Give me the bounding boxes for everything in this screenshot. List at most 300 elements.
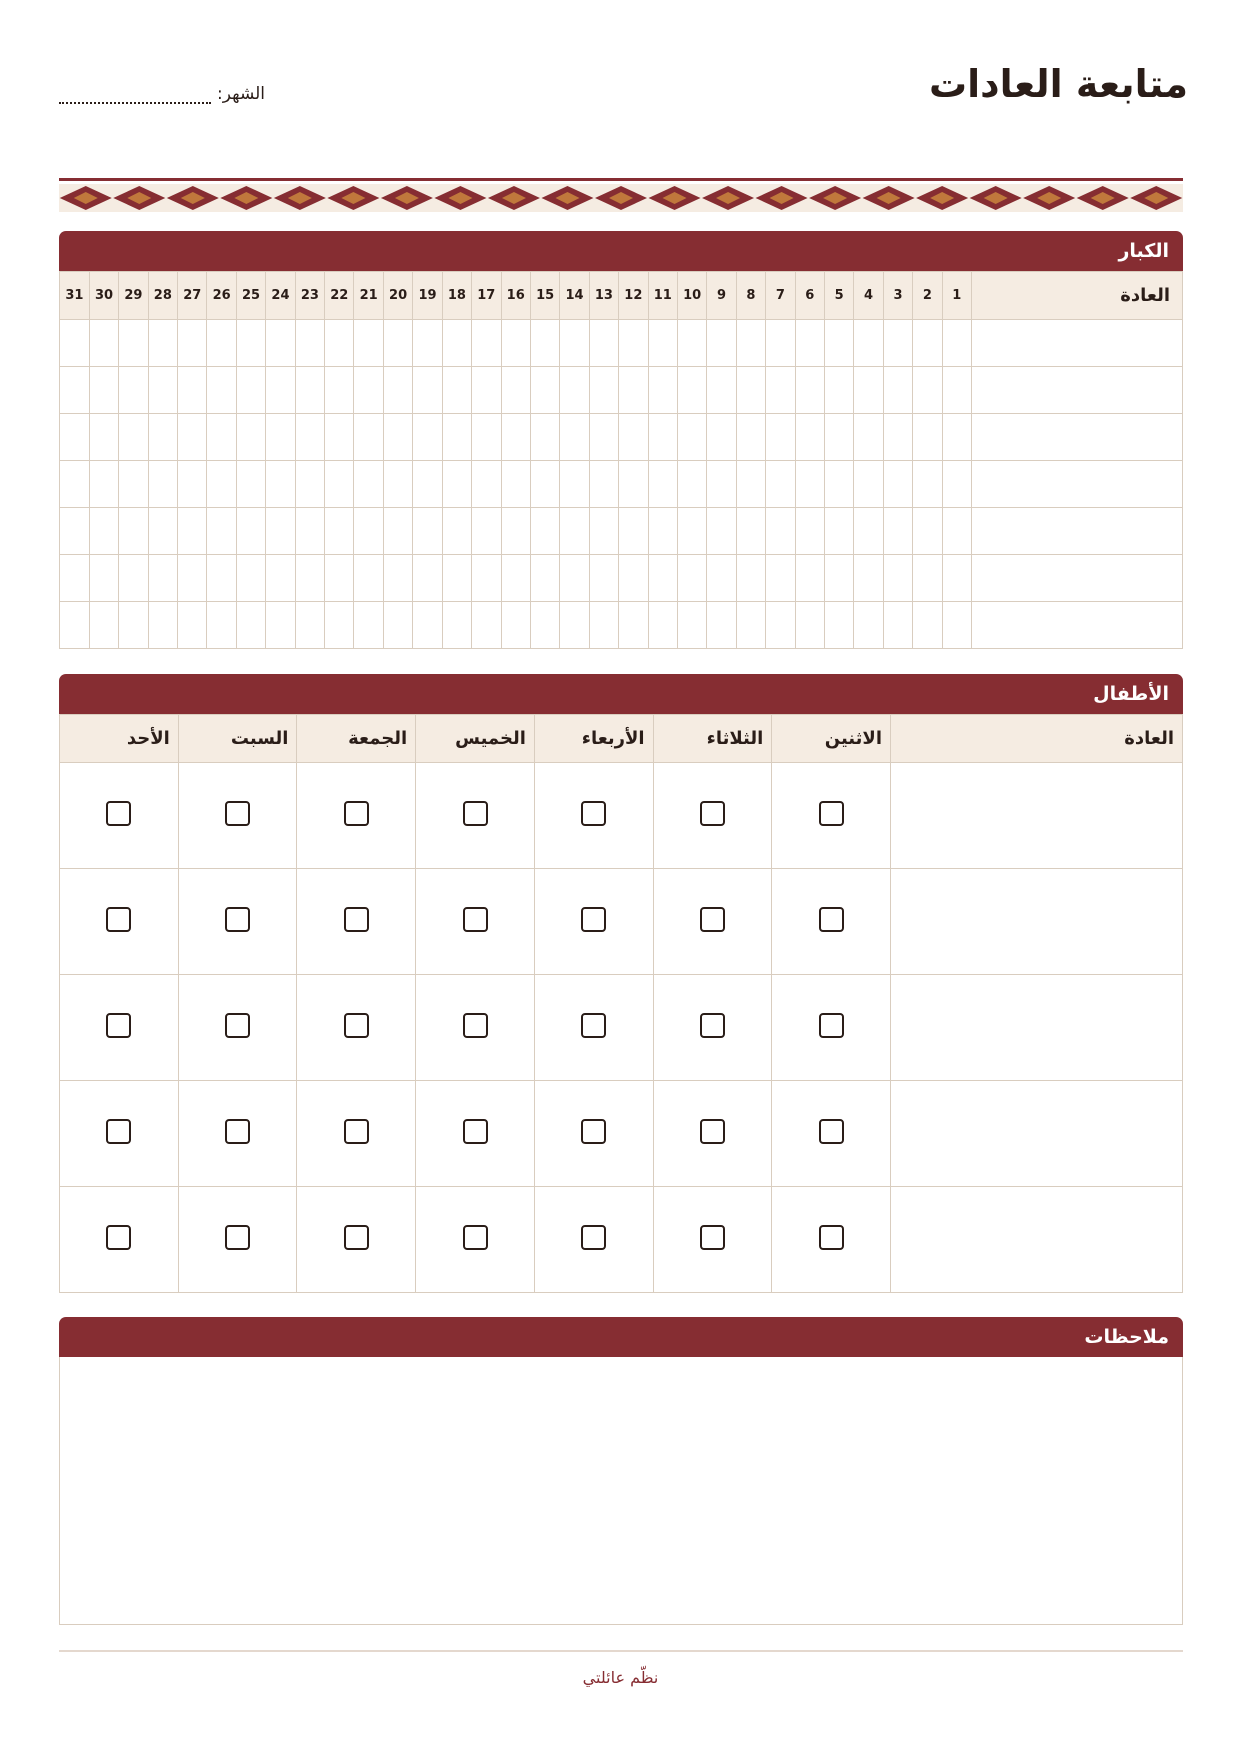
checkbox[interactable]	[700, 907, 725, 932]
day-check-cell[interactable]	[148, 555, 177, 602]
day-check-cell[interactable]	[707, 367, 736, 414]
day-check-cell[interactable]	[913, 367, 942, 414]
checkbox[interactable]	[819, 801, 844, 826]
day-check-cell[interactable]	[648, 461, 677, 508]
day-check-cell[interactable]	[501, 320, 530, 367]
day-check-cell[interactable]	[119, 414, 148, 461]
checkbox[interactable]	[106, 907, 131, 932]
checkbox[interactable]	[463, 1225, 488, 1250]
day-check-cell[interactable]	[178, 367, 207, 414]
day-check-cell[interactable]	[854, 320, 883, 367]
day-check-cell[interactable]	[89, 508, 118, 555]
day-check-cell[interactable]	[178, 320, 207, 367]
day-check-cell[interactable]	[383, 367, 412, 414]
day-check-cell[interactable]	[883, 508, 912, 555]
day-check-cell[interactable]	[766, 461, 795, 508]
day-check-cell[interactable]	[530, 555, 559, 602]
day-check-cell[interactable]	[207, 555, 236, 602]
day-check-cell[interactable]	[766, 320, 795, 367]
day-check-cell[interactable]	[472, 461, 501, 508]
day-check-cell[interactable]	[707, 320, 736, 367]
day-check-cell[interactable]	[354, 320, 383, 367]
day-check-cell[interactable]	[913, 602, 942, 649]
day-check-cell[interactable]	[354, 461, 383, 508]
day-check-cell[interactable]	[883, 320, 912, 367]
day-check-cell[interactable]	[530, 414, 559, 461]
checkbox[interactable]	[463, 1013, 488, 1038]
day-check-cell[interactable]	[530, 461, 559, 508]
day-check-cell[interactable]	[236, 555, 265, 602]
checkbox[interactable]	[463, 801, 488, 826]
day-check-cell[interactable]	[295, 508, 324, 555]
habit-name-cell[interactable]	[972, 320, 1183, 367]
day-check-cell[interactable]	[560, 461, 589, 508]
day-cell	[534, 869, 653, 975]
day-check-cell[interactable]	[883, 461, 912, 508]
habit-name-cell[interactable]	[891, 1187, 1183, 1293]
day-cell	[416, 869, 535, 975]
day-check-cell[interactable]	[236, 508, 265, 555]
day-check-cell[interactable]	[266, 414, 295, 461]
day-check-cell[interactable]	[589, 320, 618, 367]
day-check-cell[interactable]	[648, 320, 677, 367]
day-check-cell[interactable]	[148, 414, 177, 461]
day-check-cell[interactable]	[530, 320, 559, 367]
checkbox[interactable]	[225, 1013, 250, 1038]
notes-area[interactable]	[59, 1357, 1183, 1625]
checkbox[interactable]	[344, 1119, 369, 1144]
day-check-cell[interactable]	[89, 320, 118, 367]
kids-title: الأطفال	[1093, 683, 1169, 705]
day-check-cell[interactable]	[795, 555, 824, 602]
day-check-cell[interactable]	[178, 461, 207, 508]
habit-name-cell[interactable]	[972, 508, 1183, 555]
day-check-cell[interactable]	[207, 367, 236, 414]
checkbox[interactable]	[225, 801, 250, 826]
day-check-cell[interactable]	[89, 602, 118, 649]
day-check-cell[interactable]	[89, 414, 118, 461]
day-check-cell[interactable]	[942, 461, 971, 508]
day-column-header: 25	[236, 272, 265, 320]
checkbox[interactable]	[106, 1013, 131, 1038]
day-check-cell[interactable]	[648, 414, 677, 461]
day-check-cell[interactable]	[677, 461, 706, 508]
day-check-cell[interactable]	[236, 367, 265, 414]
day-check-cell[interactable]	[501, 461, 530, 508]
day-check-cell[interactable]	[677, 367, 706, 414]
month-field[interactable]	[59, 84, 265, 104]
weekday-column-header: الجمعة	[297, 715, 416, 763]
day-check-cell[interactable]	[707, 461, 736, 508]
day-check-cell[interactable]	[648, 555, 677, 602]
day-check-cell[interactable]	[589, 367, 618, 414]
day-check-cell[interactable]	[824, 320, 853, 367]
day-check-cell[interactable]	[854, 508, 883, 555]
day-check-cell[interactable]	[413, 555, 442, 602]
checkbox[interactable]	[106, 1119, 131, 1144]
day-check-cell[interactable]	[383, 461, 412, 508]
day-check-cell[interactable]	[589, 461, 618, 508]
day-check-cell[interactable]	[472, 602, 501, 649]
day-check-cell[interactable]	[560, 508, 589, 555]
day-cell	[297, 763, 416, 869]
day-check-cell[interactable]	[766, 555, 795, 602]
day-check-cell[interactable]	[266, 555, 295, 602]
day-check-cell[interactable]	[854, 367, 883, 414]
day-check-cell[interactable]	[148, 367, 177, 414]
day-check-cell[interactable]	[854, 602, 883, 649]
day-check-cell[interactable]	[501, 414, 530, 461]
day-check-cell[interactable]	[60, 602, 90, 649]
day-check-cell[interactable]	[619, 602, 648, 649]
day-check-cell[interactable]	[883, 602, 912, 649]
day-check-cell[interactable]	[236, 602, 265, 649]
day-check-cell[interactable]	[236, 320, 265, 367]
adults-title: الكبار	[1118, 240, 1169, 262]
checkbox[interactable]	[225, 907, 250, 932]
day-check-cell[interactable]	[383, 602, 412, 649]
day-check-cell[interactable]	[766, 602, 795, 649]
month-input-line[interactable]	[59, 88, 211, 104]
day-cell	[178, 763, 297, 869]
day-check-cell[interactable]	[501, 508, 530, 555]
day-check-cell[interactable]	[736, 461, 765, 508]
day-check-cell[interactable]	[266, 602, 295, 649]
checkbox[interactable]	[463, 907, 488, 932]
day-check-cell[interactable]	[883, 367, 912, 414]
day-check-cell[interactable]	[354, 367, 383, 414]
day-check-cell[interactable]	[295, 555, 324, 602]
day-check-cell[interactable]	[148, 461, 177, 508]
checkbox[interactable]	[225, 1225, 250, 1250]
day-cell	[653, 1081, 772, 1187]
checkbox[interactable]	[819, 1013, 844, 1038]
day-check-cell[interactable]	[472, 508, 501, 555]
day-check-cell[interactable]	[442, 461, 471, 508]
day-check-cell[interactable]	[501, 602, 530, 649]
day-check-cell[interactable]	[619, 367, 648, 414]
habit-name-cell[interactable]	[891, 763, 1183, 869]
day-check-cell[interactable]	[295, 602, 324, 649]
day-check-cell[interactable]	[383, 414, 412, 461]
day-check-cell[interactable]	[354, 508, 383, 555]
day-check-cell[interactable]	[736, 414, 765, 461]
day-check-cell[interactable]	[913, 320, 942, 367]
day-check-cell[interactable]	[295, 367, 324, 414]
day-cell	[653, 975, 772, 1081]
day-check-cell[interactable]	[354, 414, 383, 461]
day-check-cell[interactable]	[60, 367, 90, 414]
checkbox[interactable]	[819, 1119, 844, 1144]
day-check-cell[interactable]	[178, 555, 207, 602]
day-cell	[653, 763, 772, 869]
footer-divider	[59, 1650, 1183, 1652]
checkbox[interactable]	[225, 1119, 250, 1144]
checkbox[interactable]	[581, 1119, 606, 1144]
day-check-cell[interactable]	[677, 414, 706, 461]
day-check-cell[interactable]	[178, 602, 207, 649]
day-check-cell[interactable]	[472, 320, 501, 367]
habit-name-cell[interactable]	[891, 869, 1183, 975]
day-check-cell[interactable]	[413, 508, 442, 555]
day-column-header: 30	[89, 272, 118, 320]
day-check-cell[interactable]	[354, 555, 383, 602]
checkbox[interactable]	[106, 801, 131, 826]
day-check-cell[interactable]	[795, 367, 824, 414]
day-check-cell[interactable]	[824, 508, 853, 555]
checkbox[interactable]	[344, 1013, 369, 1038]
checkbox[interactable]	[344, 907, 369, 932]
day-check-cell[interactable]	[383, 508, 412, 555]
day-check-cell[interactable]	[736, 320, 765, 367]
day-check-cell[interactable]	[501, 555, 530, 602]
day-check-cell[interactable]	[442, 367, 471, 414]
day-check-cell[interactable]	[442, 602, 471, 649]
day-check-cell[interactable]	[472, 414, 501, 461]
day-check-cell[interactable]	[325, 508, 354, 555]
day-check-cell[interactable]	[266, 508, 295, 555]
day-check-cell[interactable]	[795, 602, 824, 649]
checkbox[interactable]	[700, 1013, 725, 1038]
day-check-cell[interactable]	[913, 508, 942, 555]
day-check-cell[interactable]	[530, 508, 559, 555]
day-check-cell[interactable]	[413, 461, 442, 508]
day-check-cell[interactable]	[560, 320, 589, 367]
day-check-cell[interactable]	[325, 461, 354, 508]
weekday-column-header: الأحد	[60, 715, 179, 763]
day-check-cell[interactable]	[619, 461, 648, 508]
day-column-header: 20	[383, 272, 412, 320]
habit-row	[60, 869, 1183, 975]
day-check-cell[interactable]	[589, 602, 618, 649]
day-check-cell[interactable]	[383, 320, 412, 367]
day-check-cell[interactable]	[795, 414, 824, 461]
habit-column-header: العادة	[972, 272, 1183, 320]
day-cell	[60, 763, 179, 869]
day-cell	[60, 1187, 179, 1293]
day-check-cell[interactable]	[442, 414, 471, 461]
day-check-cell[interactable]	[560, 602, 589, 649]
day-check-cell[interactable]	[707, 414, 736, 461]
month-label: الشهر:	[217, 84, 266, 104]
day-check-cell[interactable]	[325, 555, 354, 602]
checkbox[interactable]	[581, 1013, 606, 1038]
day-check-cell[interactable]	[413, 320, 442, 367]
day-check-cell[interactable]	[178, 414, 207, 461]
day-check-cell[interactable]	[913, 461, 942, 508]
day-check-cell[interactable]	[530, 367, 559, 414]
day-check-cell[interactable]	[119, 508, 148, 555]
day-check-cell[interactable]	[766, 414, 795, 461]
day-check-cell[interactable]	[442, 508, 471, 555]
day-check-cell[interactable]	[824, 555, 853, 602]
day-check-cell[interactable]	[354, 602, 383, 649]
day-check-cell[interactable]	[589, 555, 618, 602]
habit-name-cell[interactable]	[891, 975, 1183, 1081]
day-check-cell[interactable]	[295, 320, 324, 367]
checkbox[interactable]	[581, 1225, 606, 1250]
day-check-cell[interactable]	[942, 367, 971, 414]
checkbox[interactable]	[106, 1225, 131, 1250]
checkbox[interactable]	[700, 801, 725, 826]
day-check-cell[interactable]	[207, 414, 236, 461]
day-column-header: 26	[207, 272, 236, 320]
day-check-cell[interactable]	[560, 414, 589, 461]
day-check-cell[interactable]	[266, 367, 295, 414]
day-check-cell[interactable]	[589, 414, 618, 461]
day-check-cell[interactable]	[89, 555, 118, 602]
day-check-cell[interactable]	[619, 555, 648, 602]
day-check-cell[interactable]	[795, 461, 824, 508]
day-check-cell[interactable]	[942, 414, 971, 461]
day-check-cell[interactable]	[942, 320, 971, 367]
day-check-cell[interactable]	[619, 320, 648, 367]
day-check-cell[interactable]	[736, 367, 765, 414]
day-cell	[772, 975, 891, 1081]
day-check-cell[interactable]	[648, 367, 677, 414]
habit-name-cell[interactable]	[972, 367, 1183, 414]
habit-row	[60, 602, 1183, 649]
day-check-cell[interactable]	[942, 602, 971, 649]
day-check-cell[interactable]	[795, 320, 824, 367]
day-check-cell[interactable]	[677, 602, 706, 649]
day-check-cell[interactable]	[325, 414, 354, 461]
day-check-cell[interactable]	[824, 414, 853, 461]
day-check-cell[interactable]	[766, 508, 795, 555]
habit-name-cell[interactable]	[972, 602, 1183, 649]
day-check-cell[interactable]	[648, 508, 677, 555]
day-check-cell[interactable]	[854, 461, 883, 508]
checkbox[interactable]	[581, 907, 606, 932]
day-check-cell[interactable]	[60, 320, 90, 367]
habit-name-cell[interactable]	[972, 461, 1183, 508]
day-check-cell[interactable]	[677, 555, 706, 602]
day-check-cell[interactable]	[148, 508, 177, 555]
day-check-cell[interactable]	[530, 602, 559, 649]
day-check-cell[interactable]	[736, 602, 765, 649]
day-check-cell[interactable]	[207, 320, 236, 367]
day-check-cell[interactable]	[178, 508, 207, 555]
day-cell	[178, 1081, 297, 1187]
checkbox[interactable]	[581, 801, 606, 826]
day-check-cell[interactable]	[207, 602, 236, 649]
day-check-cell[interactable]	[913, 414, 942, 461]
day-check-cell[interactable]	[824, 367, 853, 414]
day-check-cell[interactable]	[207, 508, 236, 555]
day-check-cell[interactable]	[472, 367, 501, 414]
day-check-cell[interactable]	[60, 555, 90, 602]
day-check-cell[interactable]	[383, 555, 412, 602]
checkbox[interactable]	[463, 1119, 488, 1144]
day-check-cell[interactable]	[677, 508, 706, 555]
checkbox[interactable]	[700, 1225, 725, 1250]
habit-row	[60, 320, 1183, 367]
day-check-cell[interactable]	[824, 461, 853, 508]
day-check-cell[interactable]	[325, 602, 354, 649]
day-check-cell[interactable]	[913, 555, 942, 602]
day-column-header: 19	[413, 272, 442, 320]
day-check-cell[interactable]	[560, 367, 589, 414]
day-check-cell[interactable]	[119, 461, 148, 508]
day-check-cell[interactable]	[560, 555, 589, 602]
day-check-cell[interactable]	[148, 602, 177, 649]
day-check-cell[interactable]	[707, 508, 736, 555]
day-check-cell[interactable]	[854, 555, 883, 602]
day-check-cell[interactable]	[707, 602, 736, 649]
day-check-cell[interactable]	[207, 461, 236, 508]
day-check-cell[interactable]	[619, 414, 648, 461]
day-check-cell[interactable]	[736, 555, 765, 602]
day-check-cell[interactable]	[266, 461, 295, 508]
checkbox[interactable]	[344, 801, 369, 826]
checkbox[interactable]	[819, 1225, 844, 1250]
day-check-cell[interactable]	[236, 461, 265, 508]
checkbox[interactable]	[700, 1119, 725, 1144]
decorative-border	[59, 178, 1183, 214]
day-check-cell[interactable]	[60, 508, 90, 555]
day-check-cell[interactable]	[736, 508, 765, 555]
day-check-cell[interactable]	[472, 555, 501, 602]
day-check-cell[interactable]	[795, 508, 824, 555]
day-check-cell[interactable]	[413, 367, 442, 414]
day-check-cell[interactable]	[501, 367, 530, 414]
day-check-cell[interactable]	[589, 508, 618, 555]
day-check-cell[interactable]	[648, 602, 677, 649]
day-check-cell[interactable]	[413, 414, 442, 461]
day-check-cell[interactable]	[60, 414, 90, 461]
day-check-cell[interactable]	[119, 320, 148, 367]
day-check-cell[interactable]	[119, 555, 148, 602]
day-check-cell[interactable]	[119, 602, 148, 649]
day-check-cell[interactable]	[119, 367, 148, 414]
day-column-header: 12	[619, 272, 648, 320]
day-check-cell[interactable]	[89, 367, 118, 414]
day-column-header: 10	[677, 272, 706, 320]
day-check-cell[interactable]	[442, 555, 471, 602]
day-check-cell[interactable]	[236, 414, 265, 461]
day-check-cell[interactable]	[413, 602, 442, 649]
day-check-cell[interactable]	[766, 367, 795, 414]
day-check-cell[interactable]	[883, 414, 912, 461]
day-check-cell[interactable]	[60, 461, 90, 508]
day-column-header: 1	[942, 272, 971, 320]
day-check-cell[interactable]	[883, 555, 912, 602]
day-check-cell[interactable]	[442, 320, 471, 367]
day-check-cell[interactable]	[824, 602, 853, 649]
habit-name-cell[interactable]	[972, 555, 1183, 602]
habit-name-cell[interactable]	[972, 414, 1183, 461]
kids-section	[59, 674, 1183, 1293]
day-check-cell[interactable]	[266, 320, 295, 367]
day-check-cell[interactable]	[942, 508, 971, 555]
day-check-cell[interactable]	[325, 320, 354, 367]
day-check-cell[interactable]	[942, 555, 971, 602]
day-check-cell[interactable]	[325, 367, 354, 414]
checkbox[interactable]	[819, 907, 844, 932]
day-check-cell[interactable]	[677, 320, 706, 367]
day-check-cell[interactable]	[89, 461, 118, 508]
day-check-cell[interactable]	[295, 461, 324, 508]
day-cell	[416, 1187, 535, 1293]
day-check-cell[interactable]	[619, 508, 648, 555]
day-check-cell[interactable]	[295, 414, 324, 461]
checkbox[interactable]	[344, 1225, 369, 1250]
day-check-cell[interactable]	[148, 320, 177, 367]
day-column-header: 17	[472, 272, 501, 320]
habit-name-cell[interactable]	[891, 1081, 1183, 1187]
day-check-cell[interactable]	[854, 414, 883, 461]
day-check-cell[interactable]	[707, 555, 736, 602]
